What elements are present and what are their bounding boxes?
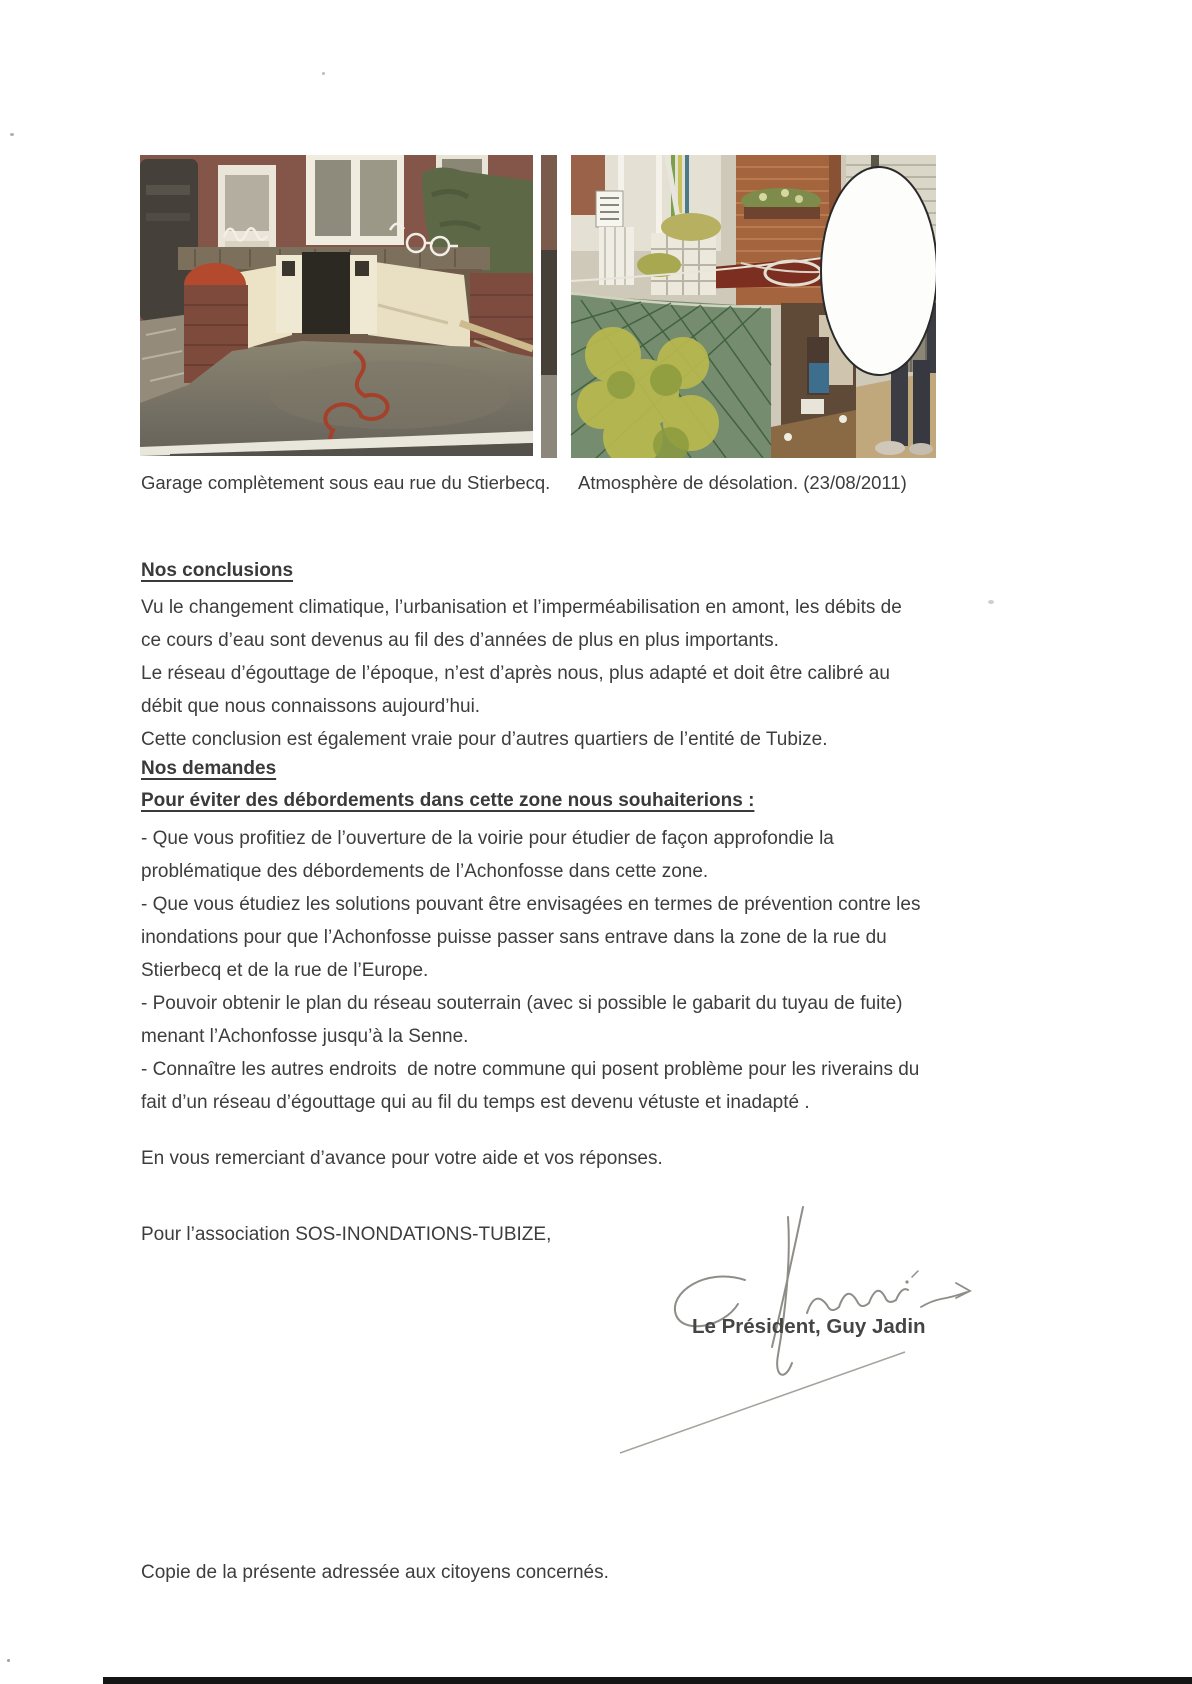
signatory-line: Le Président, Guy Jadin <box>692 1315 926 1338</box>
association-line: Pour l’association SOS-INONDATIONS-TUBIZE, <box>141 1224 552 1245</box>
scan-speck <box>988 600 994 604</box>
conclusions-heading: Nos conclusions <box>141 560 294 581</box>
demandes-line: inondations pour que l’Achonfosse puisse passer sans entrave dans la zone de la rue du <box>141 927 887 948</box>
demandes-line: menant l’Achonfosse jusqu’à la Senne. <box>141 1026 469 1047</box>
closing-line: En vous remerciant d’avance pour votre aide et vos réponses. <box>141 1148 663 1169</box>
demandes-subheading: Pour éviter des débordements dans cette zone nous souhaiterions : <box>141 790 755 811</box>
conclusions-line: ce cours d’eau sont devenus au fil des d’années de plus en plus importants. <box>141 630 779 651</box>
photo-caption-left: Garage complètement sous eau rue du Stierbecq. <box>141 472 551 493</box>
desolation-photo <box>541 155 936 458</box>
scan-edge-artifact <box>103 1677 1192 1684</box>
demandes-line: - Pouvoir obtenir le plan du réseau souterrain (avec si possible le gabarit du tuyau de fuite) <box>141 993 903 1014</box>
conclusions-line: Cette conclusion est également vraie pour d’autres quartiers de l’entité de Tubize. <box>141 729 828 750</box>
demandes-heading: Nos demandes <box>141 758 277 779</box>
demandes-line: - Que vous profitiez de l’ouverture de la voirie pour étudier de façon approfondie la <box>141 828 834 849</box>
demandes-list <box>141 822 920 1119</box>
scan-speck <box>10 133 14 136</box>
conclusions-line: débit que nous connaissons aujourd’hui. <box>141 696 481 717</box>
conclusions-line: Le réseau d’égouttage de l’époque, n’est d’après nous, plus adapté et doit être calibré au <box>141 663 890 684</box>
footer-copy-line: Copie de la présente adressée aux citoyens concernés. <box>141 1562 609 1583</box>
demandes-line: problématique des débordements de l’Achonfosse dans cette zone. <box>141 861 709 882</box>
demandes-line: - Connaître les autres endroits de notre commune qui posent problème pour les riverains du <box>141 1059 920 1080</box>
photo-caption-right: Atmosphère de désolation. (23/08/2011) <box>578 472 907 493</box>
flooded-garage-photo <box>140 155 533 456</box>
conclusions-line: Vu le changement climatique, l’urbanisation et l’imperméabilisation en amont, les débits de <box>141 597 902 618</box>
demandes-line: fait d’un réseau d’égouttage qui au fil du temps est devenu vétuste et inadapté . <box>141 1092 810 1113</box>
conclusions-paragraphs <box>141 591 902 756</box>
demandes-line: Stierbecq et de la rue de l’Europe. <box>141 960 429 981</box>
scan-speck <box>322 72 325 75</box>
demandes-line: - Que vous étudiez les solutions pouvant être envisagées en termes de prévention contre les <box>141 894 921 915</box>
scan-speck <box>7 1659 10 1662</box>
